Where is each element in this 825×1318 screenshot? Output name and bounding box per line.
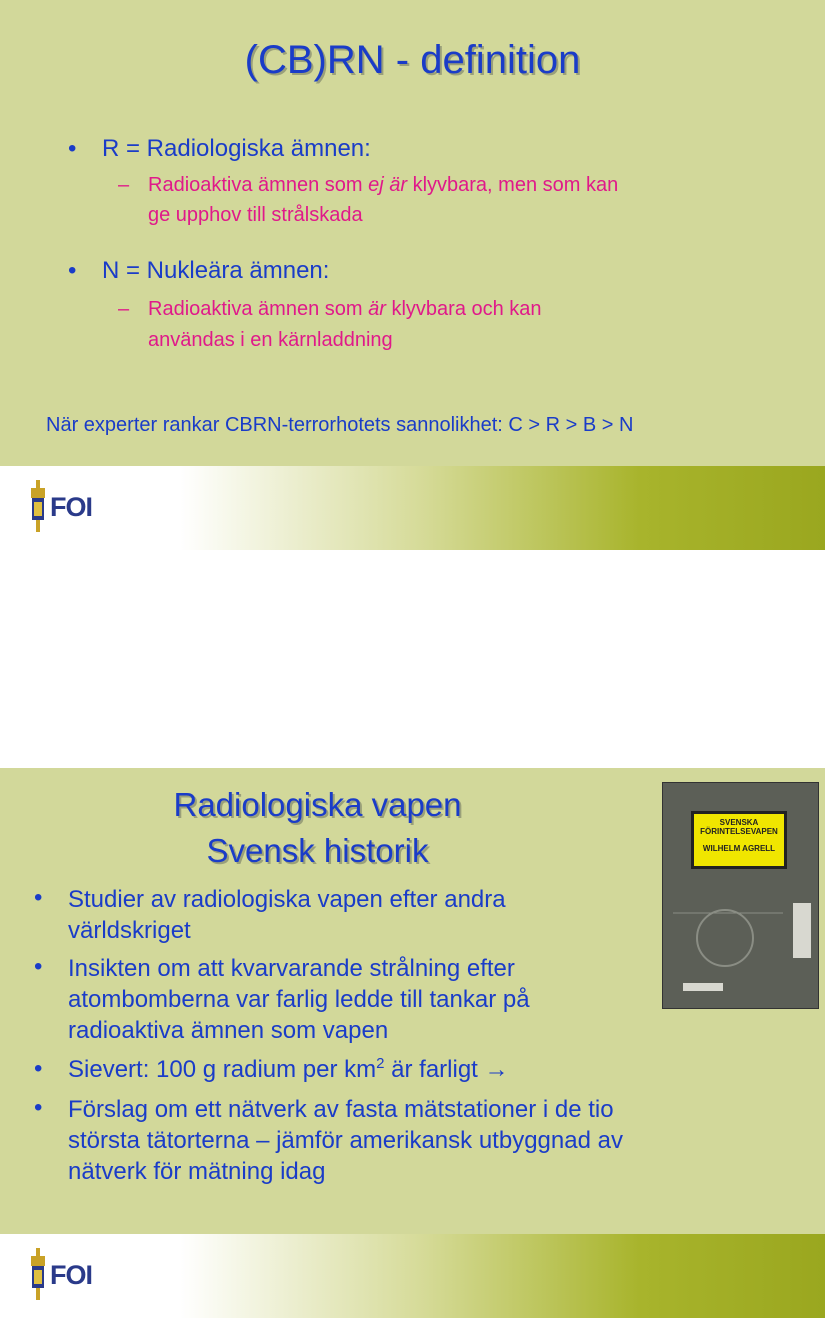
bullet-marker: •	[34, 1055, 43, 1082]
sub-italic: är	[368, 298, 386, 320]
bullet-marker: •	[68, 257, 77, 284]
book-line: SVENSKA	[719, 818, 759, 827]
sub-text: Radioaktiva ämnen som	[148, 298, 369, 320]
crown-emblem-icon	[28, 1248, 48, 1300]
foi-logo	[28, 1248, 118, 1300]
crown-emblem-icon	[28, 480, 48, 532]
sievert-text: Sievert: 100 g radium per km	[68, 1056, 377, 1083]
logo-text: FOI	[50, 492, 92, 522]
slide-cbrn-definition	[0, 0, 825, 550]
bullet-line: världskriget	[68, 917, 191, 944]
sub-text: klyvbara, men som kan	[407, 174, 619, 196]
slide-radiological-weapons	[0, 768, 825, 1318]
sub-bullet-r	[148, 174, 618, 197]
book-line: WILHELM AGRELL	[702, 844, 776, 853]
book-illustration	[663, 783, 818, 1008]
sub-bullet-n	[148, 298, 542, 321]
sub-italic: ej är	[368, 174, 408, 196]
sievert-text: är farligt →	[384, 1056, 509, 1083]
slide-footer	[0, 1234, 825, 1318]
bullet-studies	[68, 884, 506, 946]
bullet-line: radioaktiva ämnen som vapen	[68, 1017, 389, 1044]
foi-logo	[28, 480, 118, 532]
bullet-line: Studier av radiologiska vapen efter andra	[68, 886, 506, 913]
slide-title: (CB)RN - definition	[244, 38, 581, 82]
bullet-proposal	[68, 1094, 623, 1187]
bullet-line: nätverk för mätning idag	[68, 1158, 326, 1185]
logo-text: FOI	[50, 1260, 92, 1290]
bullet-insight	[68, 953, 530, 1046]
superscript: 2	[376, 1055, 385, 1072]
bullet-sievert	[68, 1055, 509, 1084]
book-line: FÖRINTELSEVAPEN	[700, 827, 778, 836]
bullet-line: Insikten om att kvarvarande strålning efter	[68, 955, 515, 982]
sub-bullet-n-line2: användas i en kärnladdning	[148, 329, 393, 351]
bullet-n: N = Nukleära ämnen:	[102, 257, 330, 284]
bullet-marker: •	[34, 884, 43, 911]
bullet-line: atombomberna var farlig ledde till tankar på	[68, 986, 530, 1013]
bullet-marker: •	[34, 953, 43, 980]
bullet-marker: •	[68, 135, 77, 162]
sub-marker: –	[118, 174, 130, 196]
bullet-marker: •	[34, 1094, 43, 1121]
sub-text: klyvbara och kan	[385, 298, 542, 320]
bullet-line: största tätorterna – jämför amerikansk utbyggnad av	[68, 1127, 623, 1154]
sub-bullet-r-line2: ge upphov till strålskada	[148, 204, 363, 226]
bullet-r: R = Radiologiska ämnen:	[102, 135, 371, 162]
slide-footer	[0, 466, 825, 550]
slide-title-line1: Radiologiska vapen	[173, 786, 462, 823]
sub-text: Radioaktiva ämnen som	[148, 174, 369, 196]
footnote: När experter rankar CBRN-terrorhotets sannolikhet: C > R > B > N	[46, 414, 634, 436]
sub-marker: –	[118, 298, 130, 320]
bullet-line: Förslag om ett nätverk av fasta mätstationer i de tio	[68, 1096, 614, 1123]
slide-title-line2: Svensk historik	[206, 832, 429, 869]
book-cover-image	[662, 782, 819, 1009]
